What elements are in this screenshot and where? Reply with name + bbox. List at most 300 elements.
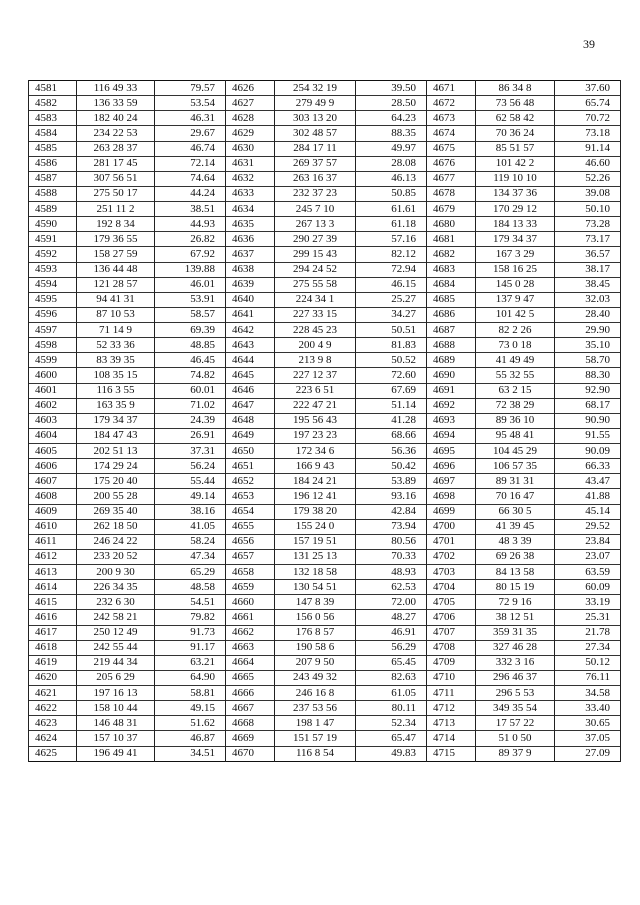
- point-id-cell: 4684: [427, 277, 476, 292]
- distance-cell: 91.17: [155, 640, 226, 655]
- distance-cell: 72.94: [356, 262, 427, 277]
- point-id-cell: 4590: [29, 217, 77, 232]
- point-id-cell: 4593: [29, 262, 77, 277]
- distance-cell: 65.74: [555, 96, 621, 111]
- bearing-cell: 158 16 25: [476, 262, 555, 277]
- bearing-cell: 200 55 28: [77, 489, 155, 504]
- bearing-cell: 119 10 10: [476, 171, 555, 186]
- point-id-cell: 4641: [226, 307, 275, 322]
- bearing-cell: 147 8 39: [275, 595, 356, 610]
- point-id-cell: 4666: [226, 686, 275, 701]
- bearing-cell: 72 9 16: [476, 595, 555, 610]
- table-row: [29, 504, 621, 519]
- bearing-cell: 41 39 45: [476, 519, 555, 534]
- distance-cell: 42.84: [356, 504, 427, 519]
- bearing-cell: 41 49 49: [476, 353, 555, 368]
- bearing-cell: 157 10 37: [77, 731, 155, 746]
- point-id-cell: 4661: [226, 610, 275, 625]
- point-id-cell: 4695: [427, 444, 476, 459]
- bearing-cell: 179 34 37: [476, 232, 555, 247]
- point-id-cell: 4654: [226, 504, 275, 519]
- bearing-cell: 156 0 56: [275, 610, 356, 625]
- point-id-cell: 4630: [226, 141, 275, 156]
- point-id-cell: 4620: [29, 670, 77, 685]
- distance-cell: 41.05: [155, 519, 226, 534]
- point-id-cell: 4587: [29, 171, 77, 186]
- bearing-cell: 227 12 37: [275, 368, 356, 383]
- point-id-cell: 4687: [427, 323, 476, 338]
- point-id-cell: 4607: [29, 474, 77, 489]
- point-id-cell: 4613: [29, 565, 77, 580]
- table-row: [29, 232, 621, 247]
- point-id-cell: 4599: [29, 353, 77, 368]
- point-id-cell: 4612: [29, 549, 77, 564]
- point-id-cell: 4703: [427, 565, 476, 580]
- distance-cell: 49.15: [155, 701, 226, 716]
- table-row: [29, 141, 621, 156]
- bearing-cell: 158 10 44: [77, 701, 155, 716]
- distance-cell: 82.63: [356, 670, 427, 685]
- bearing-cell: 146 48 31: [77, 716, 155, 731]
- point-id-cell: 4626: [226, 81, 275, 96]
- bearing-cell: 137 9 47: [476, 292, 555, 307]
- distance-cell: 53.89: [356, 474, 427, 489]
- bearing-cell: 38 12 51: [476, 610, 555, 625]
- bearing-cell: 73 0 18: [476, 338, 555, 353]
- distance-cell: 65.29: [155, 565, 226, 580]
- bearing-cell: 172 34 6: [275, 444, 356, 459]
- point-id-cell: 4700: [427, 519, 476, 534]
- distance-cell: 50.42: [356, 459, 427, 474]
- table-row: [29, 580, 621, 595]
- point-id-cell: 4693: [427, 413, 476, 428]
- distance-cell: 58.81: [155, 686, 226, 701]
- distance-cell: 37.31: [155, 444, 226, 459]
- point-id-cell: 4604: [29, 428, 77, 443]
- point-id-cell: 4581: [29, 81, 77, 96]
- bearing-cell: 275 55 58: [275, 277, 356, 292]
- bearing-cell: 101 42 2: [476, 156, 555, 171]
- distance-cell: 56.36: [356, 444, 427, 459]
- distance-cell: 88.30: [555, 368, 621, 383]
- distance-cell: 50.10: [555, 202, 621, 217]
- point-id-cell: 4713: [427, 716, 476, 731]
- distance-cell: 72.60: [356, 368, 427, 383]
- bearing-cell: 51 0 50: [476, 731, 555, 746]
- point-id-cell: 4673: [427, 111, 476, 126]
- point-id-cell: 4594: [29, 277, 77, 292]
- point-id-cell: 4674: [427, 126, 476, 141]
- point-id-cell: 4660: [226, 595, 275, 610]
- distance-cell: 28.40: [555, 307, 621, 322]
- distance-cell: 50.85: [356, 186, 427, 201]
- distance-cell: 51.62: [155, 716, 226, 731]
- distance-cell: 49.97: [356, 141, 427, 156]
- table-row: [29, 262, 621, 277]
- point-id-cell: 4602: [29, 398, 77, 413]
- bearing-cell: 136 44 48: [77, 262, 155, 277]
- point-id-cell: 4664: [226, 655, 275, 670]
- point-id-cell: 4665: [226, 670, 275, 685]
- distance-cell: 73.18: [555, 126, 621, 141]
- distance-cell: 55.44: [155, 474, 226, 489]
- distance-cell: 46.91: [356, 625, 427, 640]
- point-id-cell: 4698: [427, 489, 476, 504]
- distance-cell: 68.17: [555, 398, 621, 413]
- bearing-cell: 254 32 19: [275, 81, 356, 96]
- distance-cell: 65.47: [356, 731, 427, 746]
- point-id-cell: 4697: [427, 474, 476, 489]
- point-id-cell: 4584: [29, 126, 77, 141]
- bearing-cell: 299 15 43: [275, 247, 356, 262]
- point-id-cell: 4657: [226, 549, 275, 564]
- bearing-cell: 262 18 50: [77, 519, 155, 534]
- bearing-cell: 62 58 42: [476, 111, 555, 126]
- point-id-cell: 4656: [226, 534, 275, 549]
- bearing-cell: 155 24 0: [275, 519, 356, 534]
- distance-cell: 52.26: [555, 171, 621, 186]
- table-row: [29, 186, 621, 201]
- table-row: [29, 398, 621, 413]
- bearing-cell: 108 35 15: [77, 368, 155, 383]
- point-id-cell: 4649: [226, 428, 275, 443]
- bearing-cell: 281 17 45: [77, 156, 155, 171]
- bearing-cell: 242 55 44: [77, 640, 155, 655]
- table-row: [29, 338, 621, 353]
- point-id-cell: 4634: [226, 202, 275, 217]
- bearing-cell: 200 4 9: [275, 338, 356, 353]
- bearing-cell: 83 39 35: [77, 353, 155, 368]
- point-id-cell: 4606: [29, 459, 77, 474]
- point-id-cell: 4650: [226, 444, 275, 459]
- bearing-cell: 242 58 21: [77, 610, 155, 625]
- distance-cell: 34.27: [356, 307, 427, 322]
- bearing-cell: 70 36 24: [476, 126, 555, 141]
- distance-cell: 49.14: [155, 489, 226, 504]
- table-row: [29, 368, 621, 383]
- point-id-cell: 4646: [226, 383, 275, 398]
- bearing-cell: 82 2 26: [476, 323, 555, 338]
- distance-cell: 57.16: [356, 232, 427, 247]
- distance-cell: 27.34: [555, 640, 621, 655]
- distance-cell: 38.16: [155, 504, 226, 519]
- bearing-cell: 303 13 20: [275, 111, 356, 126]
- point-id-cell: 4595: [29, 292, 77, 307]
- distance-cell: 53.91: [155, 292, 226, 307]
- point-id-cell: 4706: [427, 610, 476, 625]
- distance-cell: 79.82: [155, 610, 226, 625]
- point-id-cell: 4677: [427, 171, 476, 186]
- bearing-cell: 70 16 47: [476, 489, 555, 504]
- point-id-cell: 4647: [226, 398, 275, 413]
- point-id-cell: 4678: [427, 186, 476, 201]
- point-id-cell: 4637: [226, 247, 275, 262]
- point-id-cell: 4643: [226, 338, 275, 353]
- point-id-cell: 4645: [226, 368, 275, 383]
- point-id-cell: 4690: [427, 368, 476, 383]
- point-id-cell: 4642: [226, 323, 275, 338]
- bearing-cell: 307 56 51: [77, 171, 155, 186]
- table-row: [29, 96, 621, 111]
- distance-cell: 71.02: [155, 398, 226, 413]
- point-id-cell: 4610: [29, 519, 77, 534]
- point-id-cell: 4704: [427, 580, 476, 595]
- point-id-cell: 4616: [29, 610, 77, 625]
- table-row: [29, 731, 621, 746]
- point-id-cell: 4668: [226, 716, 275, 731]
- bearing-cell: 228 45 23: [275, 323, 356, 338]
- bearing-cell: 131 25 13: [275, 549, 356, 564]
- point-id-cell: 4621: [29, 686, 77, 701]
- bearing-cell: 182 40 24: [77, 111, 155, 126]
- bearing-cell: 163 35 9: [77, 398, 155, 413]
- bearing-cell: 267 13 3: [275, 217, 356, 232]
- table-row: [29, 383, 621, 398]
- point-id-cell: 4639: [226, 277, 275, 292]
- point-id-cell: 4628: [226, 111, 275, 126]
- bearing-cell: 197 16 13: [77, 686, 155, 701]
- bearing-cell: 184 13 33: [476, 217, 555, 232]
- point-id-cell: 4651: [226, 459, 275, 474]
- distance-cell: 46.87: [155, 731, 226, 746]
- bearing-cell: 87 10 53: [77, 307, 155, 322]
- distance-cell: 46.15: [356, 277, 427, 292]
- bearing-cell: 213 9 8: [275, 353, 356, 368]
- point-id-cell: 4583: [29, 111, 77, 126]
- point-id-cell: 4712: [427, 701, 476, 716]
- point-id-cell: 4691: [427, 383, 476, 398]
- table-row: [29, 444, 621, 459]
- distance-cell: 47.34: [155, 549, 226, 564]
- bearing-cell: 205 6 29: [77, 670, 155, 685]
- bearing-cell: 349 35 54: [476, 701, 555, 716]
- table-row: [29, 565, 621, 580]
- bearing-cell: 263 28 37: [77, 141, 155, 156]
- distance-cell: 54.51: [155, 595, 226, 610]
- bearing-cell: 251 11 2: [77, 202, 155, 217]
- distance-cell: 29.90: [555, 323, 621, 338]
- bearing-cell: 296 5 53: [476, 686, 555, 701]
- point-id-cell: 4588: [29, 186, 77, 201]
- bearing-cell: 197 23 23: [275, 428, 356, 443]
- distance-cell: 50.51: [356, 323, 427, 338]
- bearing-cell: 196 12 41: [275, 489, 356, 504]
- table-row: [29, 323, 621, 338]
- table-row: [29, 307, 621, 322]
- bearing-cell: 202 51 13: [77, 444, 155, 459]
- point-id-cell: 4652: [226, 474, 275, 489]
- point-id-cell: 4638: [226, 262, 275, 277]
- bearing-cell: 136 33 59: [77, 96, 155, 111]
- bearing-cell: 275 50 17: [77, 186, 155, 201]
- point-id-cell: 4598: [29, 338, 77, 353]
- distance-cell: 64.23: [356, 111, 427, 126]
- distance-cell: 79.57: [155, 81, 226, 96]
- point-id-cell: 4689: [427, 353, 476, 368]
- table-row: [29, 595, 621, 610]
- table-row: [29, 292, 621, 307]
- bearing-cell: 145 0 28: [476, 277, 555, 292]
- distance-cell: 38.45: [555, 277, 621, 292]
- distance-cell: 38.17: [555, 262, 621, 277]
- table-row: [29, 81, 621, 96]
- point-id-cell: 4709: [427, 655, 476, 670]
- distance-cell: 46.74: [155, 141, 226, 156]
- distance-cell: 61.61: [356, 202, 427, 217]
- distance-cell: 30.65: [555, 716, 621, 731]
- bearing-cell: 176 8 57: [275, 625, 356, 640]
- point-id-cell: 4640: [226, 292, 275, 307]
- point-id-cell: 4696: [427, 459, 476, 474]
- bearing-cell: 86 34 8: [476, 81, 555, 96]
- distance-cell: 28.08: [356, 156, 427, 171]
- distance-cell: 37.05: [555, 731, 621, 746]
- distance-cell: 41.88: [555, 489, 621, 504]
- bearing-cell: 279 49 9: [275, 96, 356, 111]
- bearing-cell: 132 18 58: [275, 565, 356, 580]
- point-id-cell: 4675: [427, 141, 476, 156]
- bearing-cell: 232 6 30: [77, 595, 155, 610]
- point-id-cell: 4585: [29, 141, 77, 156]
- bearing-cell: 121 28 57: [77, 277, 155, 292]
- distance-cell: 67.92: [155, 247, 226, 262]
- distance-cell: 58.57: [155, 307, 226, 322]
- bearing-cell: 296 46 37: [476, 670, 555, 685]
- distance-cell: 60.09: [555, 580, 621, 595]
- point-id-cell: 4710: [427, 670, 476, 685]
- bearing-cell: 332 3 16: [476, 655, 555, 670]
- distance-cell: 80.11: [356, 701, 427, 716]
- bearing-cell: 250 12 49: [77, 625, 155, 640]
- bearing-cell: 234 22 53: [77, 126, 155, 141]
- table-row: [29, 640, 621, 655]
- distance-cell: 72.14: [155, 156, 226, 171]
- table-row: [29, 171, 621, 186]
- point-id-cell: 4715: [427, 746, 476, 761]
- bearing-cell: 94 41 31: [77, 292, 155, 307]
- bearing-cell: 207 9 50: [275, 655, 356, 670]
- point-id-cell: 4653: [226, 489, 275, 504]
- point-id-cell: 4596: [29, 307, 77, 322]
- bearing-cell: 246 24 22: [77, 534, 155, 549]
- distance-cell: 29.67: [155, 126, 226, 141]
- distance-cell: 45.14: [555, 504, 621, 519]
- bearing-cell: 134 37 36: [476, 186, 555, 201]
- table-row: [29, 746, 621, 761]
- bearing-cell: 302 48 57: [275, 126, 356, 141]
- distance-cell: 66.33: [555, 459, 621, 474]
- point-id-cell: 4635: [226, 217, 275, 232]
- bearing-cell: 84 13 58: [476, 565, 555, 580]
- distance-cell: 34.51: [155, 746, 226, 761]
- distance-cell: 68.66: [356, 428, 427, 443]
- bearing-cell: 170 29 12: [476, 202, 555, 217]
- bearing-cell: 106 57 35: [476, 459, 555, 474]
- point-id-cell: 4714: [427, 731, 476, 746]
- bearing-cell: 219 44 34: [77, 655, 155, 670]
- distance-cell: 46.01: [155, 277, 226, 292]
- page-number: 39: [583, 37, 595, 51]
- point-id-cell: 4589: [29, 202, 77, 217]
- point-id-cell: 4591: [29, 232, 77, 247]
- bearing-cell: 223 6 51: [275, 383, 356, 398]
- table-row: [29, 534, 621, 549]
- bearing-cell: 167 3 29: [476, 247, 555, 262]
- point-id-cell: 4614: [29, 580, 77, 595]
- bearing-cell: 227 33 15: [275, 307, 356, 322]
- bearing-cell: 179 38 20: [275, 504, 356, 519]
- distance-cell: 65.45: [356, 655, 427, 670]
- table-row: [29, 247, 621, 262]
- point-id-cell: 4702: [427, 549, 476, 564]
- distance-cell: 33.19: [555, 595, 621, 610]
- distance-cell: 50.12: [555, 655, 621, 670]
- distance-cell: 63.21: [155, 655, 226, 670]
- point-id-cell: 4644: [226, 353, 275, 368]
- point-id-cell: 4688: [427, 338, 476, 353]
- table-row: [29, 716, 621, 731]
- point-id-cell: 4655: [226, 519, 275, 534]
- point-id-cell: 4692: [427, 398, 476, 413]
- point-id-cell: 4617: [29, 625, 77, 640]
- point-id-cell: 4667: [226, 701, 275, 716]
- bearing-cell: 73 56 48: [476, 96, 555, 111]
- point-id-cell: 4619: [29, 655, 77, 670]
- table-row: [29, 126, 621, 141]
- bearing-cell: 327 46 28: [476, 640, 555, 655]
- bearing-cell: 66 30 5: [476, 504, 555, 519]
- bearing-cell: 116 8 54: [275, 746, 356, 761]
- bearing-cell: 198 1 47: [275, 716, 356, 731]
- distance-cell: 82.12: [356, 247, 427, 262]
- point-id-cell: 4629: [226, 126, 275, 141]
- point-id-cell: 4633: [226, 186, 275, 201]
- bearing-cell: 17 57 22: [476, 716, 555, 731]
- distance-cell: 21.78: [555, 625, 621, 640]
- point-id-cell: 4608: [29, 489, 77, 504]
- table-row: [29, 474, 621, 489]
- point-id-cell: 4676: [427, 156, 476, 171]
- bearing-cell: 269 37 57: [275, 156, 356, 171]
- distance-cell: 50.52: [356, 353, 427, 368]
- bearing-cell: 69 26 38: [476, 549, 555, 564]
- bearing-cell: 55 32 55: [476, 368, 555, 383]
- distance-cell: 92.90: [555, 383, 621, 398]
- distance-cell: 61.18: [356, 217, 427, 232]
- table-row: [29, 277, 621, 292]
- coordinate-table: [28, 80, 621, 762]
- distance-cell: 63.59: [555, 565, 621, 580]
- point-id-cell: 4672: [427, 96, 476, 111]
- distance-cell: 29.52: [555, 519, 621, 534]
- bearing-cell: 151 57 19: [275, 731, 356, 746]
- bearing-cell: 116 49 33: [77, 81, 155, 96]
- distance-cell: 70.33: [356, 549, 427, 564]
- point-id-cell: 4601: [29, 383, 77, 398]
- distance-cell: 58.24: [155, 534, 226, 549]
- table-row: [29, 428, 621, 443]
- bearing-cell: 243 49 32: [275, 670, 356, 685]
- point-id-cell: 4685: [427, 292, 476, 307]
- bearing-cell: 174 29 24: [77, 459, 155, 474]
- point-id-cell: 4701: [427, 534, 476, 549]
- bearing-cell: 85 51 57: [476, 141, 555, 156]
- distance-cell: 91.73: [155, 625, 226, 640]
- point-id-cell: 4682: [427, 247, 476, 262]
- bearing-cell: 233 20 52: [77, 549, 155, 564]
- bearing-cell: 263 16 37: [275, 171, 356, 186]
- point-id-cell: 4605: [29, 444, 77, 459]
